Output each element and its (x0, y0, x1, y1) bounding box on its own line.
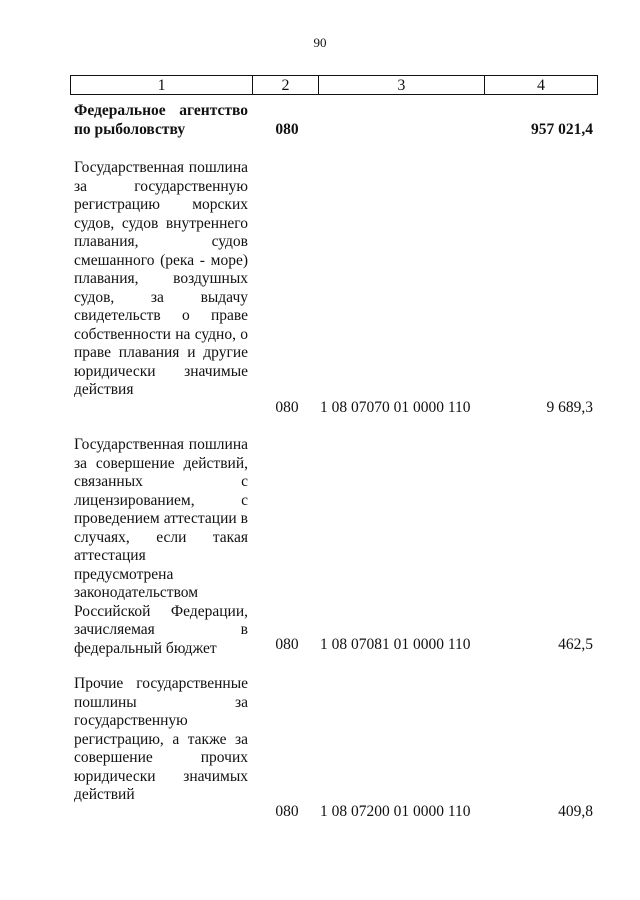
row-amount: 957 021,4 (531, 121, 593, 138)
row-amount: 462,5 (558, 636, 593, 653)
row-name: Прочие государственные пошлины за государственную регистрацию, а также за совершение прочих юридически значимых действий (74, 675, 248, 803)
row-kbk: 1 08 07200 01 0000 110 (320, 803, 471, 820)
header-col-4: 4 (485, 76, 598, 95)
header-col-2: 2 (253, 76, 318, 95)
row-kbk: 1 08 07070 01 0000 110 (320, 399, 471, 416)
page-number: 90 (313, 35, 327, 50)
row-name: Федеральное агентство по рыболовству (74, 102, 248, 138)
row-amount: 409,8 (558, 803, 593, 820)
header-col-1: 1 (71, 76, 253, 95)
row-kbk: 1 08 07081 01 0000 110 (320, 636, 471, 653)
row-code: 080 (275, 636, 299, 653)
row-code: 080 (275, 803, 299, 820)
row-name: Государственная пошлина за совершение действий, связанных с лицензированием, с проведением аттестации в случаях, если такая аттестация предусмотрена законодательством Российской Федерации, зачисляемая в федеральный бюджет (74, 436, 248, 657)
row-amount: 9 689,3 (546, 399, 593, 416)
row-code: 080 (275, 399, 299, 416)
header-col-3: 3 (318, 76, 484, 95)
row-name: Государственная пошлина за государственную регистрацию морских судов, судов внутреннего плавания, судов смешанного (река - море) плавания, воздушных судов, за выдачу свидетельств о праве собственности на судно, о праве плавания и другие юридически значимые действия (74, 159, 248, 398)
table-header (70, 75, 598, 95)
header-row (71, 76, 598, 95)
row-code: 080 (275, 121, 299, 138)
